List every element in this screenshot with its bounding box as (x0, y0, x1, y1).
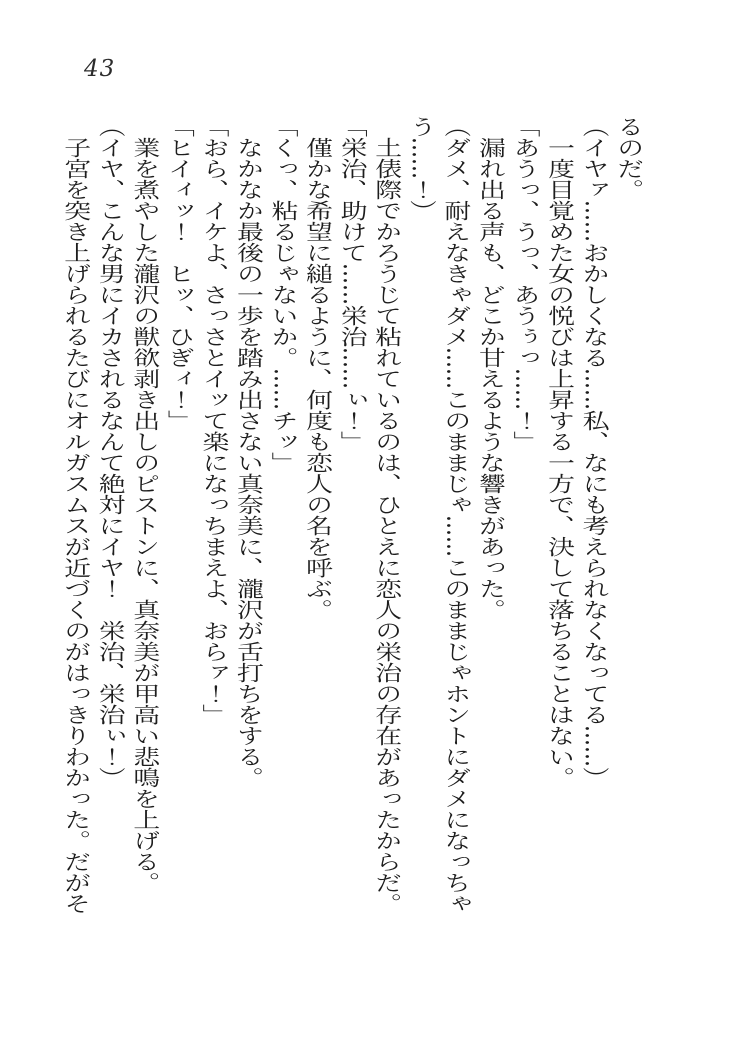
page-number: 43 (84, 56, 116, 82)
body-text (58, 116, 646, 922)
paragraph: 僅かな希望に縋るように、何度も恋人の名を呼ぶ。 (302, 116, 334, 620)
paragraph: 「くっ、粘るじゃないか。……チッ」 (268, 116, 300, 473)
paragraph: 土俵際でかろうじて粘れているのは、ひとえに恋人の栄治の存在があったからだ。 (372, 116, 403, 914)
paragraph: （ダメ、耐えなきゃダメ……このままじゃ……このままじゃホントにダメになっちゃう……！） (406, 116, 472, 914)
paragraph: 「ヒイィッ！ ヒッ、ひぎィ！」 (164, 116, 196, 431)
paragraph: 業を煮やした瀧沢の獣欲剥き出しのピストンに、真奈美が甲高い悲鳴を上げる。 (130, 116, 161, 893)
paragraph: なかなか最後の一歩を踏み出さない真奈美に、瀧沢が舌打ちをする。 (233, 116, 265, 788)
paragraph: 一度目覚めた女の悦びは上昇する一方で、決して落ちることはない。 (544, 116, 576, 788)
paragraph: 「栄治、助けて……栄治……ぃ！」 (337, 116, 369, 452)
paragraph: 子宮を突き上げられるたびにオルガスムスが近づくのがはっきりわかった。だがそ (61, 116, 92, 914)
paragraph: 漏れ出る声も、どこか甘えるような響きがあった。 (475, 116, 507, 620)
paragraph: （イヤ、こんな男にイカされるなんて絶対にイヤ！ 栄治、栄治ぃ！） (95, 116, 127, 788)
paragraph: 「おら、イケよ、さっさとイッて楽になっちまえよ、おらァ！」 (199, 116, 231, 725)
paragraph: るのだ。 (614, 116, 645, 200)
paragraph: 「あうっ、うっ、あうぅっ……！」 (510, 116, 542, 452)
paragraph: （イヤァ……おかしくなる……私、なにも考えられなくなってる……） (579, 116, 611, 788)
